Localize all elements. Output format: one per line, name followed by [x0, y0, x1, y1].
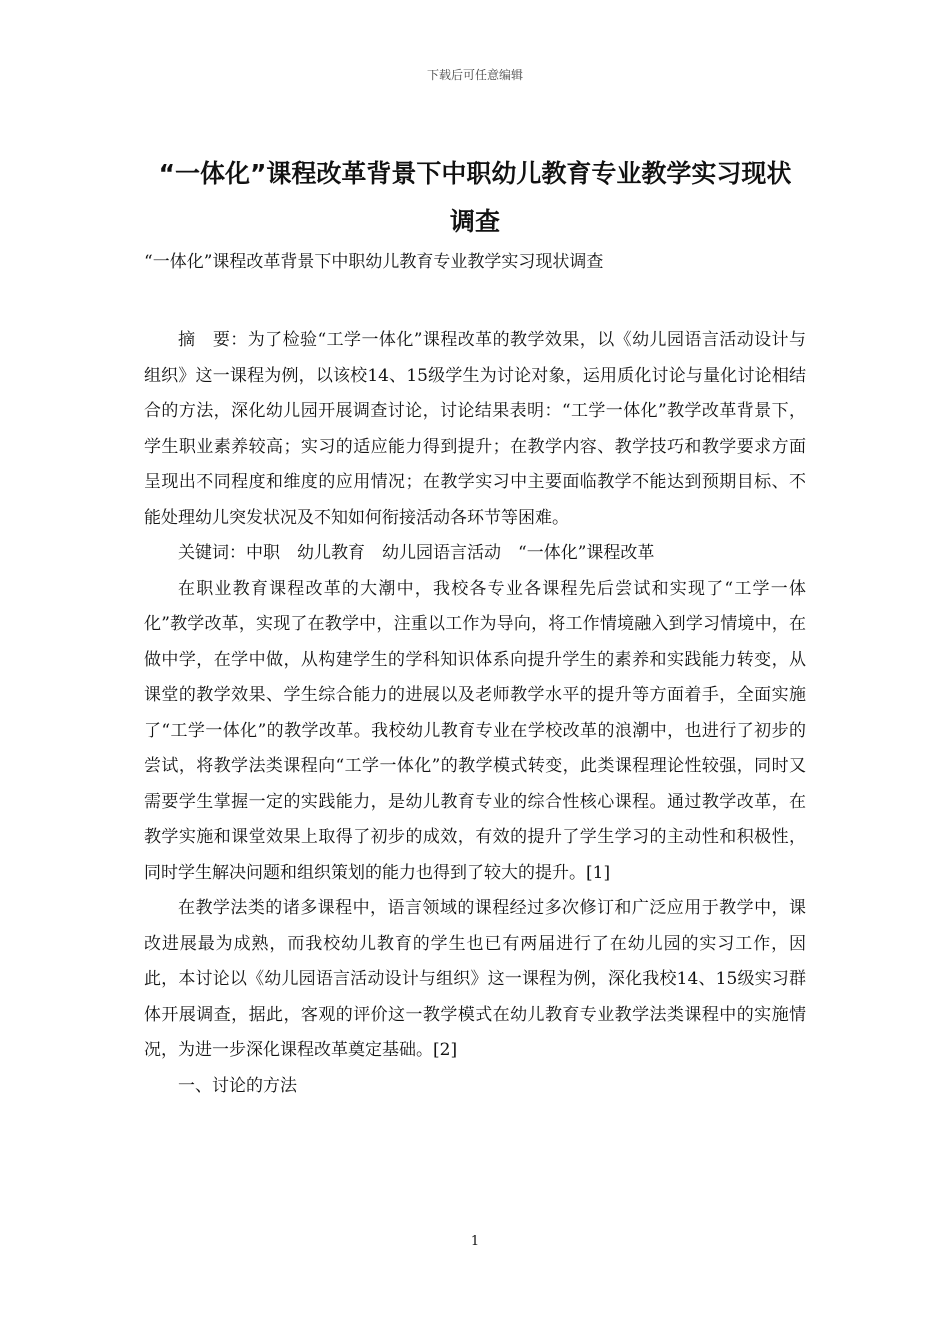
- document-body: [144, 323, 806, 1104]
- body-paragraph-2: 在教学法类的诸多课程中，语言领域的课程经过多次修订和广泛应用于教学中，课改进展最为成熟，而我校幼儿教育的学生也已有两届进行了在幼儿园的实习工作，因此，本讨论以《幼儿园语言活动设计与组织》这一课程为例，深化我校14、15级实习群体开展调查，据此，客观的评价这一教学模式在幼儿教育专业教学法类课程中的实施情况，为进一步深化课程改革奠定基础。[2]: [144, 898, 806, 1060]
- document-subtitle: “一体化”课程改革背景下中职幼儿教育专业教学实习现状调查: [144, 252, 604, 272]
- document-title: [144, 150, 806, 246]
- title-line-1: “一体化”课程改革背景下中职幼儿教育专业教学实习现状: [158, 159, 792, 188]
- body-paragraph-1: 在职业教育课程改革的大潮中，我校各专业各课程先后尝试和实现了“工学一体化”教学改革，实现了在教学中，注重以工作为导向，将工作情境融入到学习情境中，在做中学，在学中做，从构建学生的学科知识体系向提升学生的素养和实践能力转变，从课堂的教学效果、学生综合能力的进展以及老师教学水平的提升等方面着手，全面实施了“工学一体化”的教学改革。我校幼儿教育专业在学校改革的浪潮中，也进行了初步的尝试，将教学法类课程向“工学一体化”的教学模式转变，此类课程理论性较强，同时又需要学生掌握一定的实践能力，是幼儿教育专业的综合性核心课程。通过教学改革，在教学实施和课堂效果上取得了初步的成效，有效的提升了学生学习的主动性和积极性，同时学生解决问题和组织策划的能力也得到了较大的提升。[1]: [144, 578, 806, 883]
- page-number: 1: [470, 1234, 480, 1249]
- page-header-note: 下载后可任意编辑: [426, 68, 523, 82]
- abstract-paragraph: 摘 要：为了检验“工学一体化”课程改革的教学效果，以《幼儿园语言活动设计与组织》这一课程为例，以该校14、15级学生为讨论对象，运用质化讨论与量化讨论相结合的方法，深化幼儿园开展调查讨论，讨论结果表明：“工学一体化”教学改革背景下，学生职业素养较高；实习的适应能力得到提升；在教学内容、教学技巧和教学要求方面呈现出不同程度和维度的应用情况；在教学实习中主要面临教学不能达到预期目标、不能处理幼儿突发状况及不知如何衔接活动各环节等困难。: [144, 330, 806, 528]
- title-line-2: 调查: [449, 207, 500, 236]
- keywords-line: 关键词：中职 幼儿教育 幼儿园语言活动 “一体化”课程改革: [178, 543, 655, 563]
- section-heading: 一、讨论的方法: [178, 1075, 297, 1096]
